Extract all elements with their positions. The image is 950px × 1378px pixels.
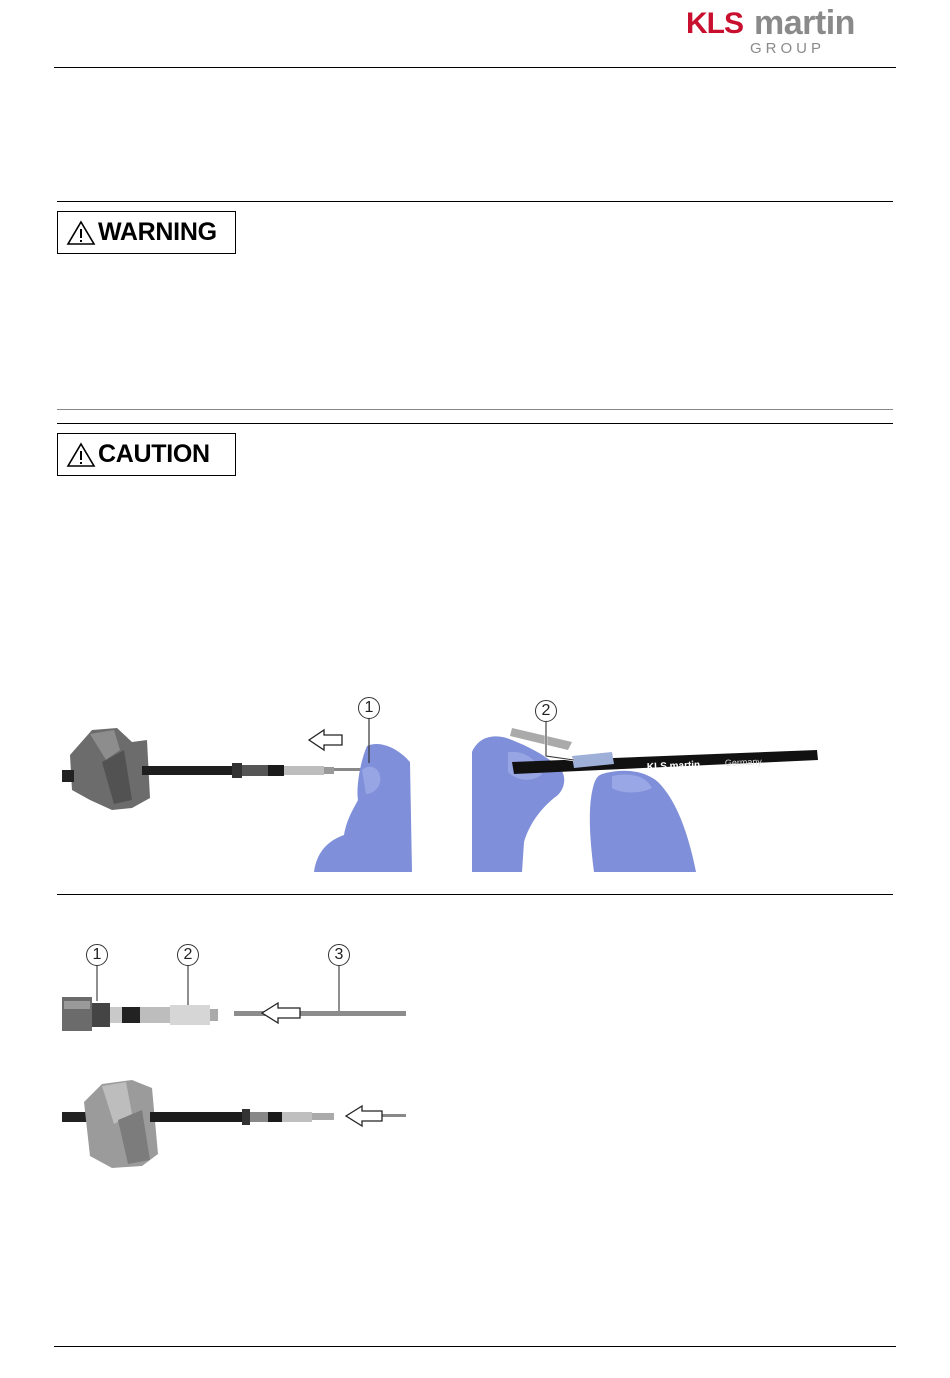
warning-box [57,211,236,254]
warning-triangle-icon [66,442,96,468]
photo-push-back [62,1074,408,1169]
section-rule [57,423,893,424]
callout-1: 1 [358,697,380,719]
photo-illustration [62,690,412,872]
shaft-origin-print: Germany [724,756,763,768]
photo-illustration [472,712,822,872]
callout-2: 2 [535,700,557,722]
section-rule [57,894,893,895]
photo-hold-tip [472,712,822,872]
photo-illustration [62,965,408,1035]
logo-group-text: GROUP [750,40,826,57]
section-rule [57,201,893,202]
callout-3: 3 [328,944,350,966]
callout-2: 2 [177,944,199,966]
photo-illustration [62,1074,408,1169]
caution-label: CAUTION [98,440,210,468]
header-rule [54,67,896,68]
footer-rule [54,1346,896,1347]
logo-brand-text: KLS [686,7,743,40]
warning-triangle-icon [66,220,96,246]
warning-label: WARNING [98,218,217,246]
shaft-brand-print: KLS martin [646,759,701,773]
photo-remove-insert [62,690,412,872]
callout-1: 1 [86,944,108,966]
logo-name-text: martin [754,4,855,42]
photo-insert-pin [62,965,408,1035]
section-rule [57,409,893,410]
caution-box [57,433,236,476]
